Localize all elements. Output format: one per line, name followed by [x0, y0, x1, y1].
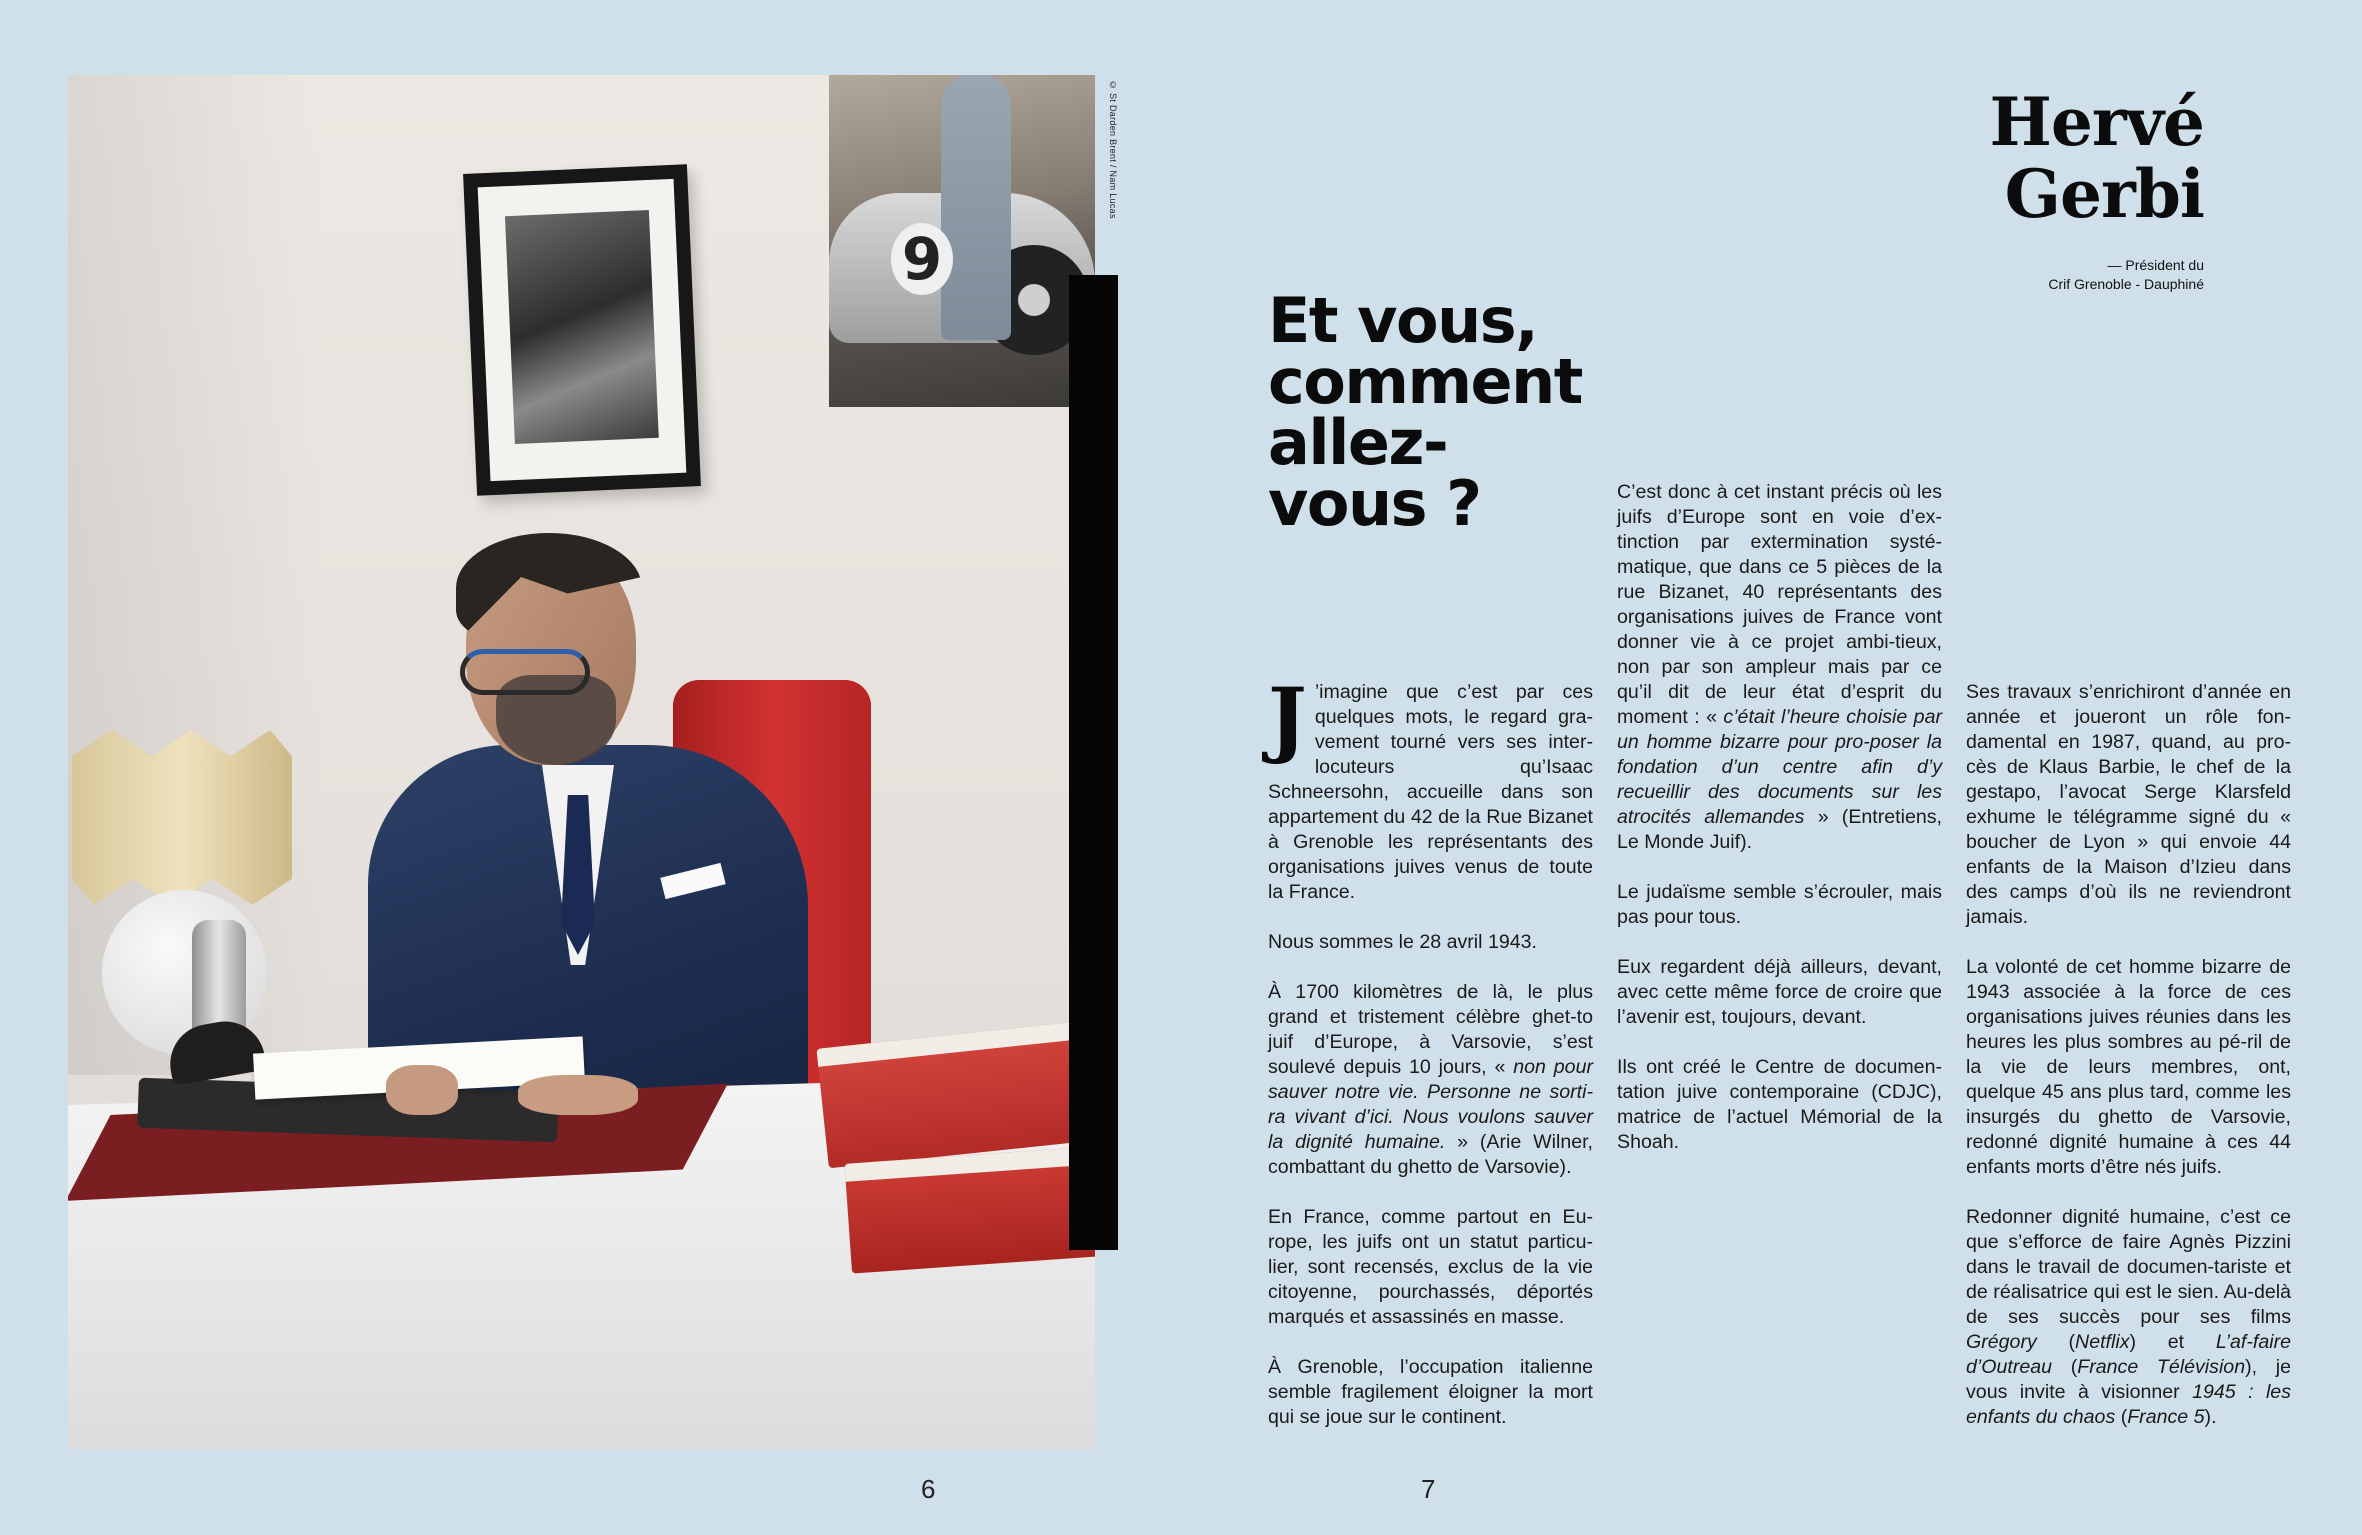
paragraph — [1268, 671, 1593, 905]
writing-hand — [386, 1065, 458, 1115]
name-last: Gerbi — [2004, 155, 2204, 233]
person-role — [2048, 256, 2204, 294]
paragraph-text: À 1700 kilomètres de là, le plus grand et tristement célèbre ghet-to juif d’Europe, à Varsovie, s’est soulevé depuis 10 jours, « — [1268, 981, 1593, 1078]
paragraph — [1268, 980, 1593, 1180]
paragraph-text: Redonner dignité humaine, c’est ce que s’efforce de faire Agnès Pizzini dans le travail de documen-tariste et de réalisatrice qui est le sien. Au-delà de ses succès pour ses films — [1966, 1206, 2291, 1328]
quote-text: non pour sauver notre vie. Personne ne sorti-ra vivant d’ici. Nous voulons sauver la dignité humaine. — [1268, 1056, 1593, 1153]
paragraph: La volonté de cet homme bizarre de 1943 associée à la force de ces organisations juives réunies dans les heures les plus sombres au pé-ril de la vie de leurs membres, ont, quelque 45 ans plus tard, comme les insurgés du ghetto de Varsovie, redonné dignité humaine à ces 44 enfants morts d’être nés juifs. — [1966, 956, 2291, 1178]
headline-line-4: vous ? — [1268, 467, 1481, 540]
poster-driver — [941, 75, 1011, 340]
paragraph: Nous sommes le 28 avril 1943. — [1268, 931, 1537, 953]
page-number-left: 6 — [921, 1474, 936, 1504]
photo-credit: © St Darden Brent / Nam Lucas — [1108, 80, 1118, 219]
man-glasses — [460, 649, 590, 695]
paragraph-text: » (Entretiens, Le Monde Juif). — [1617, 806, 1942, 853]
network-name: France 5 — [2127, 1406, 2205, 1428]
paragraph-text: ), je vous invite à visionner — [1966, 1356, 2291, 1403]
name-first: Hervé — [1989, 83, 2204, 161]
headline-line-3: allez- — [1268, 406, 1448, 479]
film-title: L’af-faire d’Outreau — [1966, 1331, 2291, 1378]
paragraph-text: ). — [2204, 1406, 2217, 1428]
paragraph: En France, comme partout en Eu-rope, les juifs ont un statut particu-lier, sont recensés, exclus de la vie citoyenne, pourchassés, déportés marqués et assassinés en masse. — [1268, 1206, 1593, 1328]
resting-hand — [518, 1075, 638, 1115]
paragraph: Ses travaux s’enrichiront d’année en année et joueront un rôle fon-damental en 1987, quand, au pro-cès de Klaus Barbie, le chef de la gestapo, l’avocat Serge Klarsfeld exhume le télégramme signé du « boucher de Lyon » qui envoie 44 enfants de la Maison d’Izieu dans des camps d’où ils ne reviendront jamais. — [1966, 681, 2291, 928]
paragraph: À Grenoble, l’occupation italienne semble fragilement éloigner la mort qui se joue sur le continent. — [1268, 1356, 1593, 1428]
black-spine-bar — [1069, 275, 1118, 1250]
portrait-photo — [68, 75, 1095, 1449]
lamp-shade — [72, 730, 292, 905]
paragraph: Le judaïsme semble s’écrouler, mais pas pour tous. — [1617, 881, 1942, 928]
network-name: Netflix — [2075, 1331, 2130, 1353]
paragraph — [1617, 480, 1942, 855]
film-title: 1945 : les enfants du chaos — [1966, 1381, 2291, 1428]
paragraph-text: » (Arie Wilner, combattant du ghetto de Varsovie). — [1268, 1131, 1593, 1178]
headline-line-2: comment — [1268, 345, 1582, 418]
race-car-poster — [829, 75, 1095, 407]
paragraph-text: C’est donc à cet instant précis où les juifs d’Europe sont en voie d’ex-tinction par extermination systé-matique, que dans ce 5 pièces de la rue Bizanet, 40 représentants des organisations juives de France vont donner vie à ce projet ambi-tieux, non par son ampleur mais par ce qu’il dit de leur état d’esprit du moment : « — [1617, 481, 1942, 728]
paragraph-text: ( — [2115, 1406, 2128, 1428]
text-column-2 — [1617, 480, 1942, 1180]
paragraph: Eux regardent déjà ailleurs, devant, avec cette même force de croire que l’avenir est, toujours, devant. — [1617, 956, 1942, 1028]
role-line-1: — Président du — [2107, 257, 2204, 273]
page-number-right: 7 — [1421, 1474, 1436, 1504]
person-name — [1989, 83, 2204, 233]
red-book-bottom — [844, 1146, 1095, 1273]
poster-car-number: 9 — [891, 223, 953, 295]
paragraph-text: ’imagine que c’est par ces quelques mots, le regard gra-vement tourné vers ses inter-locuteurs qu’Isaac Schneersohn, accueille dans son appartement du 42 de la Rue Bizanet à Grenoble les représentants des organisations juives venus de toute la France. — [1268, 681, 1593, 903]
framed-photo-print — [505, 210, 659, 444]
paragraph-text: ) et — [2129, 1331, 2216, 1353]
paragraph-text: ( — [2036, 1331, 2076, 1353]
paragraph — [1966, 1205, 2291, 1430]
quote-text: c’était l’heure choisie par un homme bizarre pour pro-poser la fondation d’un centre afin d’y recueillir des documents sur les atrocités allemandes — [1617, 706, 1942, 828]
role-line-2: Crif Grenoble - Dauphiné — [2048, 276, 2204, 292]
text-column-3 — [1966, 680, 2291, 1455]
article-headline — [1268, 284, 1598, 540]
network-name: France Télévision — [2077, 1356, 2246, 1378]
headline-line-1: Et vous, — [1268, 284, 1538, 357]
framed-picture — [463, 164, 701, 495]
drop-cap: J — [1268, 671, 1307, 767]
text-column-1 — [1268, 671, 1593, 1455]
film-title: Grégory — [1966, 1331, 2037, 1353]
paragraph-text: ( — [2052, 1356, 2078, 1378]
paragraph: Ils ont créé le Centre de documen-tation juive contemporaine (CDJC), matrice de l’actuel Mémorial de la Shoah. — [1617, 1056, 1942, 1153]
